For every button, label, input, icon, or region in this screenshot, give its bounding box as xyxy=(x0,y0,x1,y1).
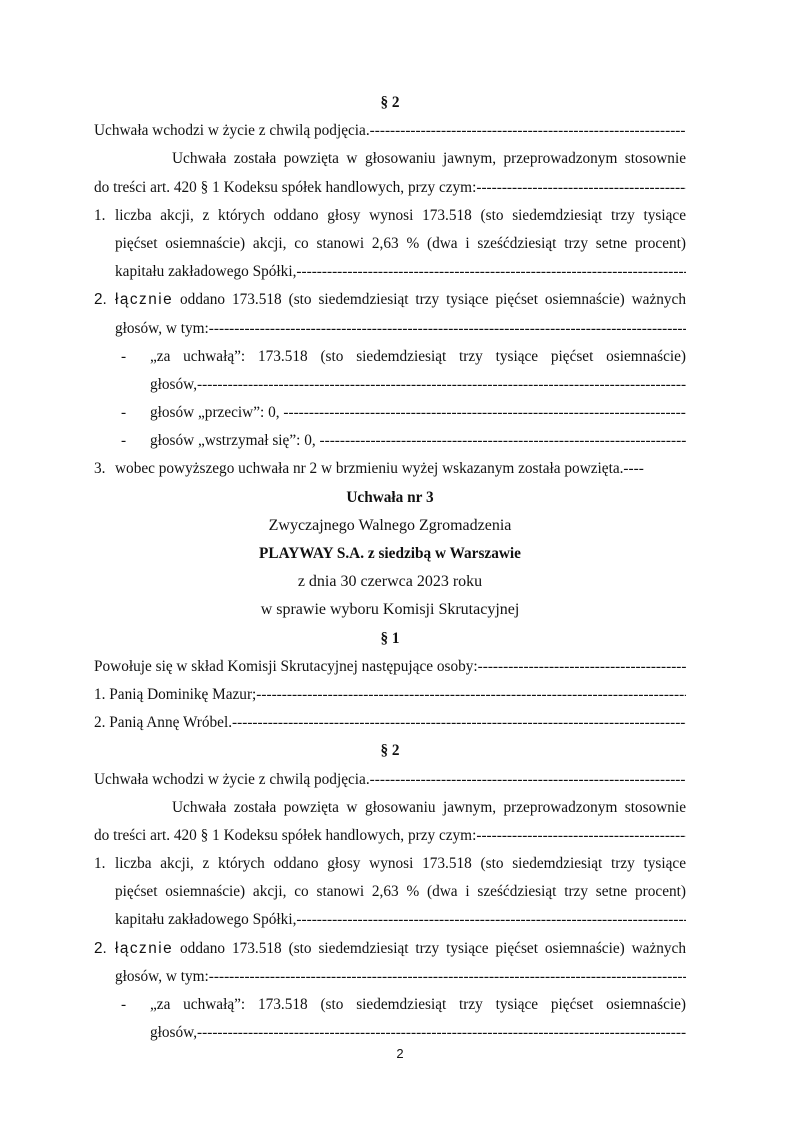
member-item: 1. Panią Dominikę Mazur; ----- xyxy=(94,681,686,709)
effective-clause: Uchwała wchodzi w życie z chwilą podjęcia. ----- xyxy=(94,766,686,794)
bullet-dash: - xyxy=(121,432,127,450)
member-item: 2. Panią Annę Wróbel. ----- xyxy=(94,709,686,737)
list-item-shares-cont: pięćset osiemnaście) akcji, co stanowi 2,63 % (dwa i sześćdziesiąt trzy setne procent) xyxy=(115,234,686,252)
item-number: 1. xyxy=(94,206,106,224)
paragraph-heading: § 1 xyxy=(380,629,400,647)
list-item-conclusion: 3. wobec powyższego uchwała nr 2 w brzmieniu wyżej wskazanym została powzięta.---- xyxy=(94,455,686,483)
appoint-intro: Powołuje się w skład Komisji Skrutacyjnej następujące osoby: ----- xyxy=(94,653,686,681)
resolution-subject: w sprawie wyboru Komisji Skrutacyjnej xyxy=(260,601,520,619)
voting-intro: Uchwała została powzięta w głosowaniu jawnym, przeprowadzonym stosownie xyxy=(172,798,686,816)
effective-clause: Uchwała wchodzi w życie z chwilą podjęcia. ----- xyxy=(94,117,686,145)
vote-abstain: - głosów „wstrzymał się”: 0, ----- xyxy=(94,427,686,455)
vote-for: - „za uchwałą”: 173.518 (sto siedemdziesiąt trzy tysiące pięćset osiemnaście) xyxy=(94,343,686,371)
voting-intro-cont: do treści art. 420 § 1 Kodeksu spółek handlowych, przy czym: ----- xyxy=(94,174,686,202)
voting-intro: Uchwała została powzięta w głosowaniu jawnym, przeprowadzonym stosownie xyxy=(172,150,686,168)
list-item-total-votes-cont: głosów, w tym: ----- xyxy=(94,963,686,991)
list-item-shares-cont: pięćset osiemnaście) akcji, co stanowi 2,63 % (dwa i sześćdziesiąt trzy setne procent) xyxy=(115,883,686,901)
document-page xyxy=(94,89,686,1047)
list-item-shares: 1. liczba akcji, z których oddano głosy wynosi 173.518 (sto siedemdziesiąt trzy tysiące xyxy=(94,850,686,878)
voting-intro-cont: do treści art. 420 § 1 Kodeksu spółek handlowych, przy czym: ----- xyxy=(94,822,686,850)
vote-for-cont: głosów, ----- xyxy=(94,371,686,399)
vote-for: - „za uchwałą”: 173.518 (sto siedemdziesiąt trzy tysiące pięćset osiemnaście) xyxy=(94,991,686,1019)
bullet-dash: - xyxy=(121,347,127,365)
list-item-total-votes: 2. łącznie oddano 173.518 (sto siedemdziesiąt trzy tysiące pięćset osiemnaście) ważnych xyxy=(94,286,686,314)
list-item-total-votes-cont: głosów, w tym: ----- xyxy=(94,315,686,343)
resolution-body: Zwyczajnego Walnego Zgromadzenia xyxy=(268,516,512,534)
item-number: 2. xyxy=(94,939,107,957)
page-number: 2 xyxy=(396,1046,404,1061)
item-number: 3. xyxy=(94,460,106,478)
bullet-dash: - xyxy=(121,404,127,422)
resolution-company: PLAYWAY S.A. z siedzibą w Warszawie xyxy=(259,545,521,562)
list-item-shares-end: kapitału zakładowego Spółki, ----- xyxy=(94,906,686,934)
paragraph-heading: § 2 xyxy=(380,94,400,111)
vote-for-cont: głosów, ----- xyxy=(94,1019,686,1047)
resolution-title: Uchwała nr 3 xyxy=(346,488,434,506)
bullet-dash: - xyxy=(121,996,127,1013)
list-item-total-votes: 2. łącznie oddano 173.518 (sto siedemdziesiąt trzy tysiące pięćset osiemnaście) ważnych xyxy=(94,935,686,963)
vote-against: - głosów „przeciw”: 0, ----- xyxy=(94,399,686,427)
item-number: 2. xyxy=(94,291,107,309)
list-item-shares: 1. liczba akcji, z których oddano głosy wynosi 173.518 (sto siedemdziesiąt trzy tysiące xyxy=(94,202,686,230)
item-number: 1. xyxy=(94,855,106,873)
paragraph-heading: § 2 xyxy=(380,742,400,760)
list-item-shares-end: kapitału zakładowego Spółki, ----- xyxy=(94,258,686,286)
resolution-date: z dnia 30 czerwca 2023 roku xyxy=(297,573,483,591)
